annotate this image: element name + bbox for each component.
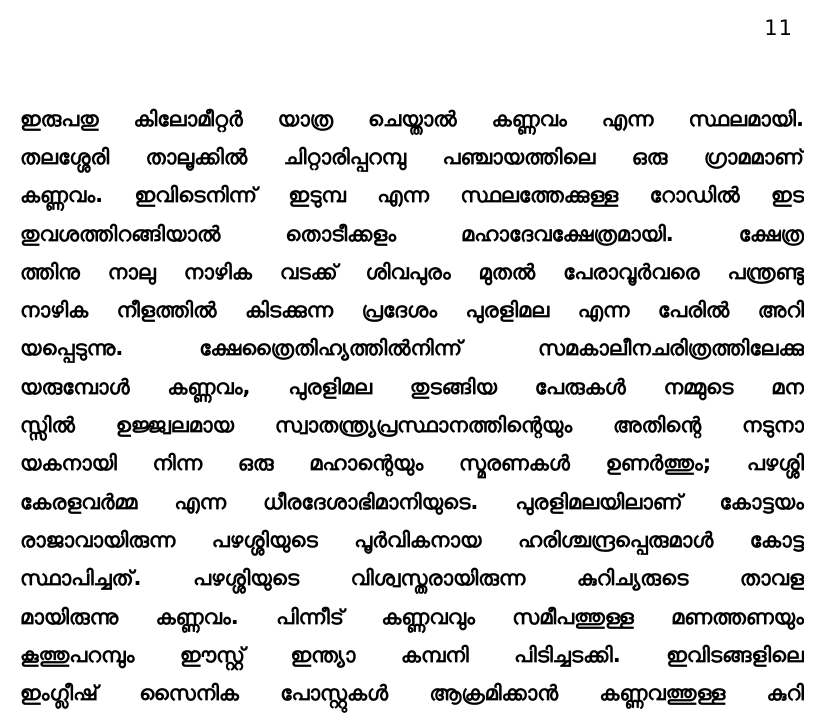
text-line: മായിരുന്നു കണ്ണവം. പിന്നീട് കണ്ണവവും സമീപത്തുള്ള മണത്തണയും: [20, 604, 804, 629]
text-line: സ്ഥാപിച്ചത്. പഴശ്ശിയുടെ വിശ്വസ്തരായിരുന്ന കുറിച്യരുടെ താവള: [20, 566, 804, 591]
text-line: തലശ്ശേരി താലൂക്കിൽ ചിറ്റാരിപ്പറമ്പു പഞ്ചായത്തിലെ ഒരു ഗ്രാമമാണ്: [20, 144, 804, 169]
page-number: 11: [764, 16, 793, 40]
body-text: [20, 100, 804, 713]
text-line: കേരളവർമ്മ എന്ന ധീരദേശാഭിമാനിയുടെ. പുരളിമലയിലാണ് കോട്ടയം: [20, 489, 804, 514]
text-line: യകനായി നിന്ന ഒരു മഹാന്റെയും സ്മരണകൾ ഉണർത്തും; പഴശ്ശി: [20, 451, 804, 476]
text-line: കണ്ണവം. ഇവിടെനിന്ന് ഇടുമ്പ എന്ന സ്ഥലത്തേക്കുള്ള റോഡിൽ ഇട: [20, 183, 804, 208]
text-line: നാഴിക നീളത്തിൽ കിടക്കുന്ന പ്രദേശം പുരളിമല എന്ന പേരിൽ അറി: [20, 298, 804, 323]
text-line: രാജാവായിരുന്ന പഴശ്ശിയുടെ പൂർവികനായ ഹരിശ്ചന്ദ്രപ്പെരുമാൾ കോട്ട: [20, 527, 804, 552]
text-line: ഇംഗ്ലീഷ് സൈനിക പോസ്റ്റുകൾ ആക്രമിക്കാൻ കണ്ണവത്തുള്ള കുറി: [20, 681, 804, 706]
text-line: യരുമ്പോൾ കണ്ണവം, പുരളിമല തുടങ്ങിയ പേരുകൾ നമ്മുടെ മന: [20, 374, 804, 399]
text-line: കൂത്തുപറമ്പും ഈസ്റ്റ് ഇന്ത്യാ കമ്പനി പിടിച്ചടക്കി. ഇവിടങ്ങളിലെ: [20, 642, 804, 667]
text-line: യപ്പെടുന്നു. ക്ഷേത്രൈതിഹ്യത്തിൽനിന്ന് സമകാലീനചരിത്രത്തിലേക്കു: [20, 336, 804, 361]
text-line: ത്തിനു നാലു നാഴിക വടക്ക് ശിവപുരം മുതൽ പേരാവൂർവരെ പന്ത്രണ്ടു: [20, 259, 804, 284]
text-line: സ്സിൽ ഉജ്ജ്വലമായ സ്വാതന്ത്ര്യപ്രസ്ഥാനത്തിന്റെയും അതിന്റെ നടുനാ: [20, 413, 804, 438]
text-line: തുവശത്തിറങ്ങിയാൽ തൊടീക്കളം മഹാദേവക്ഷേത്രമായി. ക്ഷേത്ര: [20, 221, 804, 246]
text-line: ഇരുപതു കിലോമീറ്റർ യാത്ര ചെയ്താൽ കണ്ണവം എന്ന സ്ഥലമായി.: [20, 106, 804, 131]
